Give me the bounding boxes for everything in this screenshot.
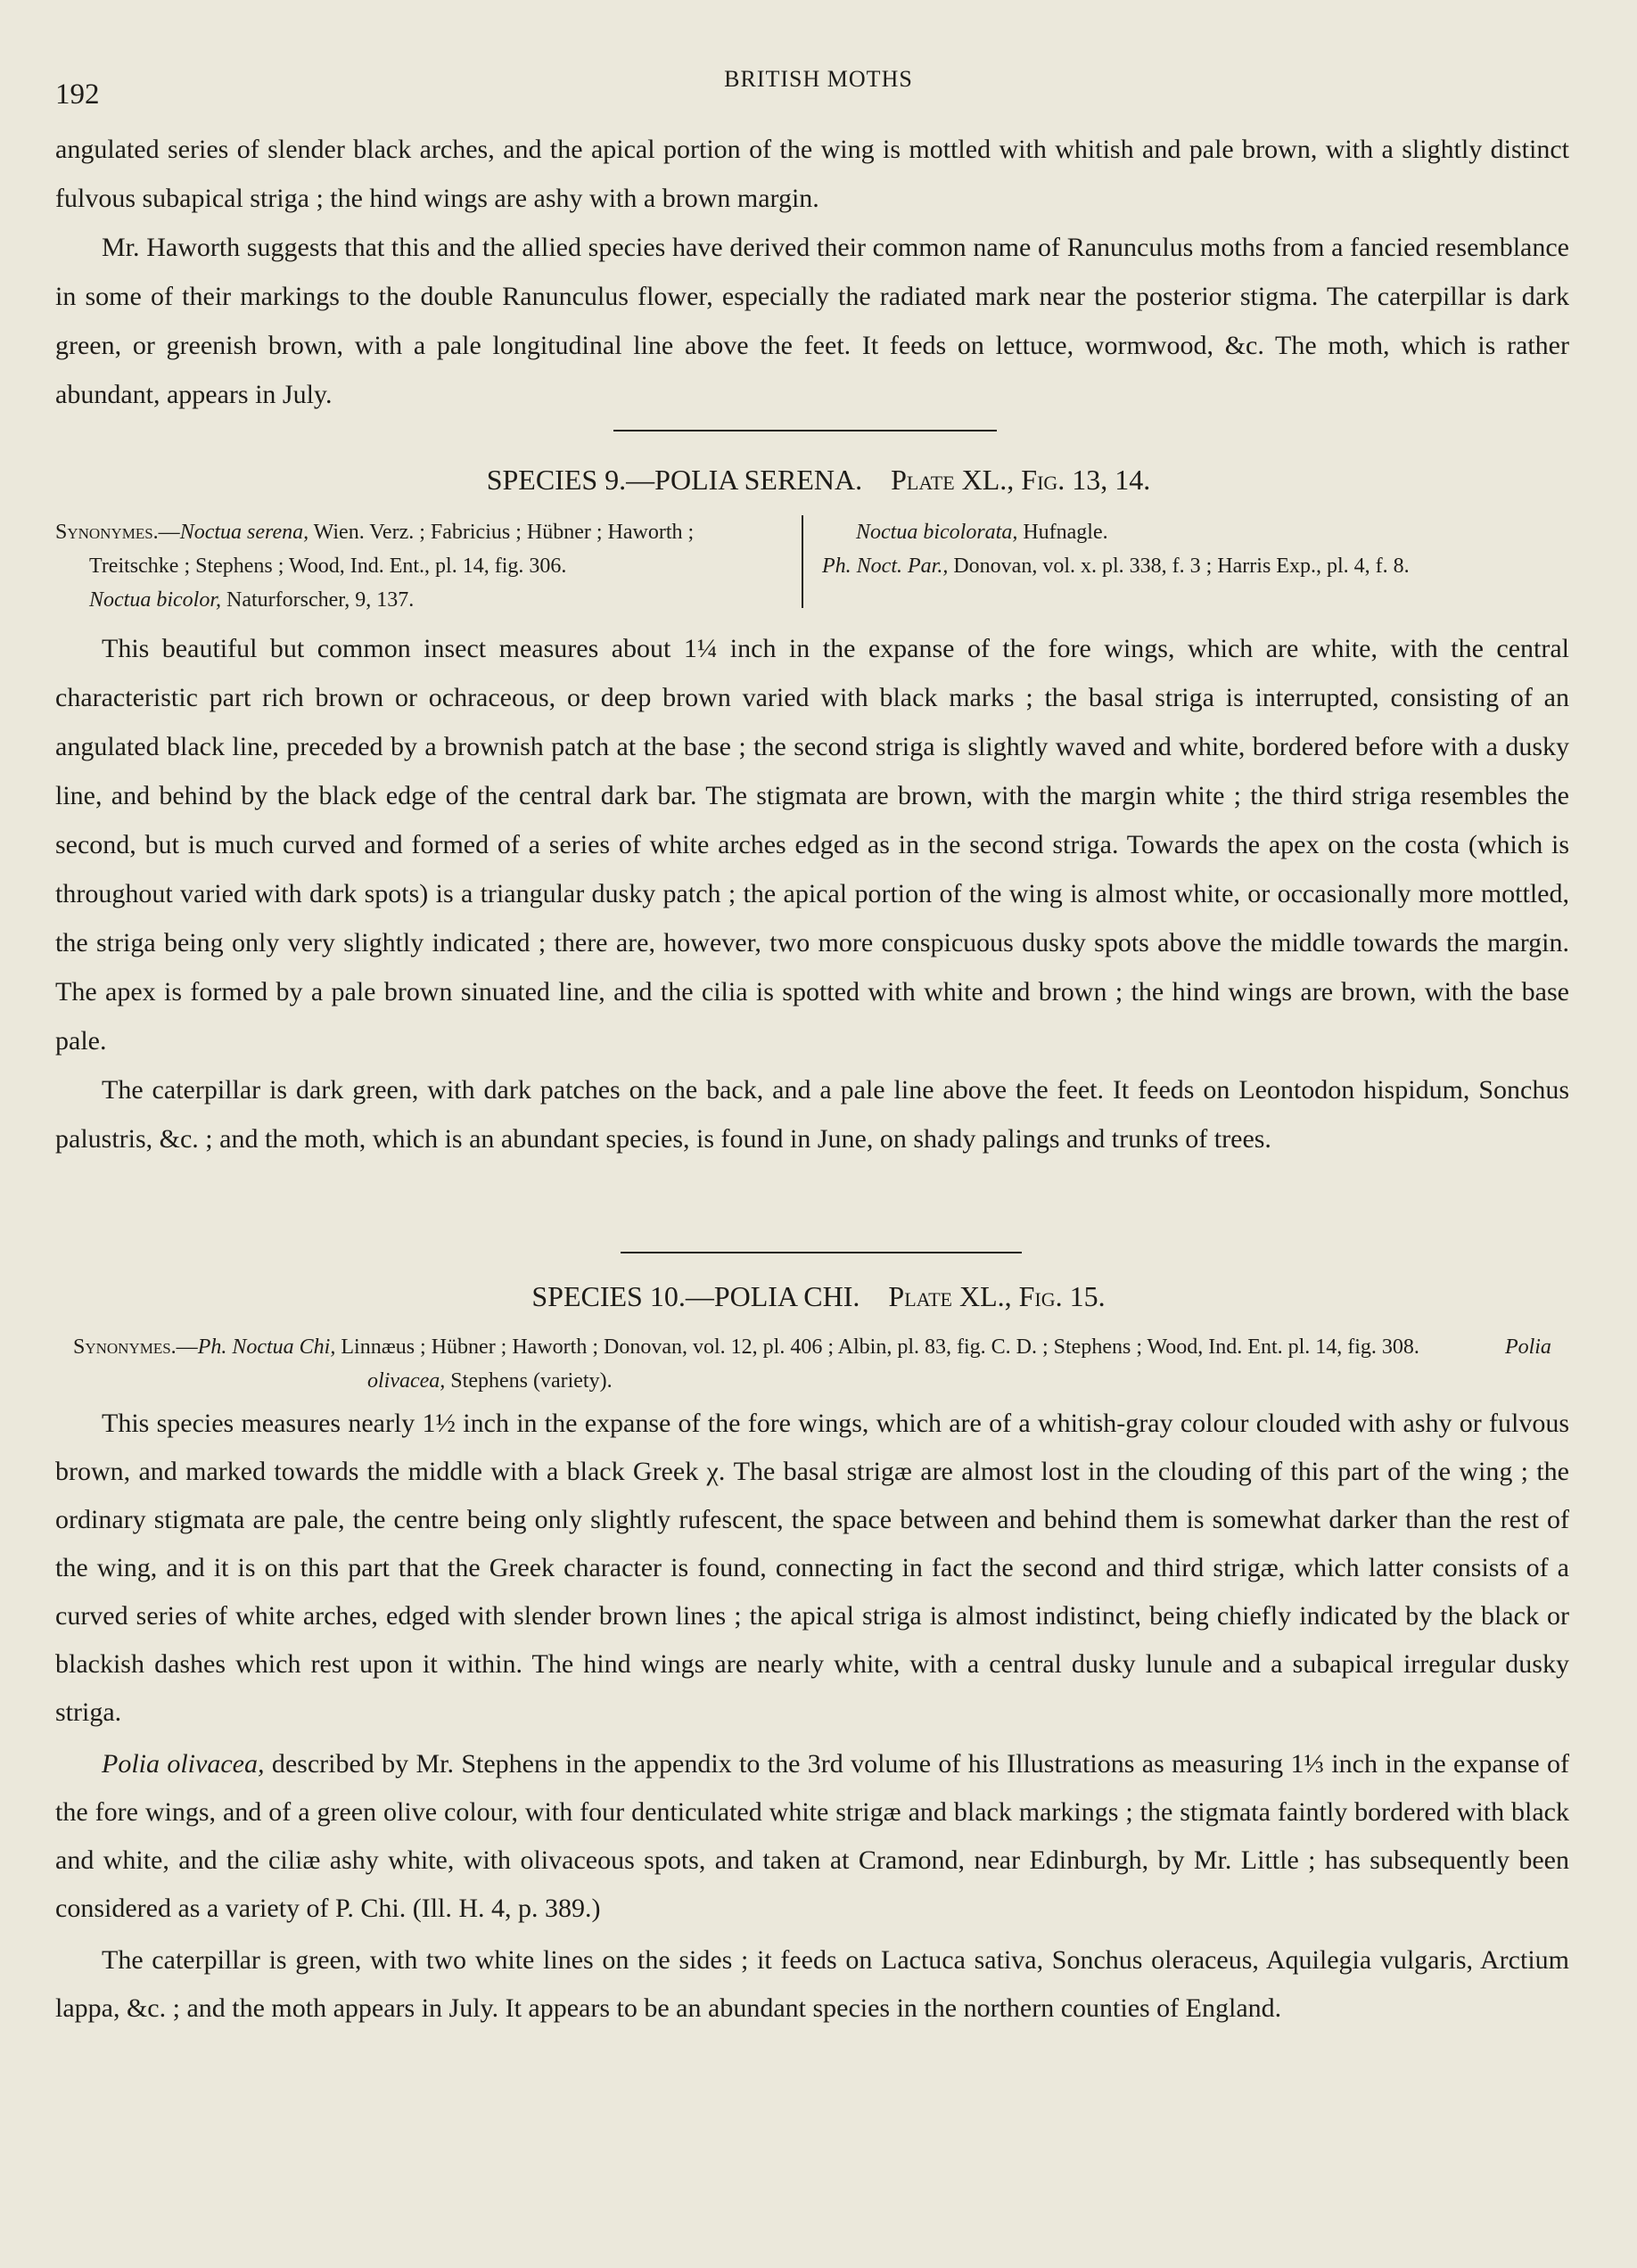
species-9-synonyms-right — [822, 515, 1571, 583]
species-9-synonyms-left — [55, 515, 786, 617]
plate-reference: Plate XL., Fig. 13, 14. — [891, 464, 1151, 496]
synonym-refs: Donovan, vol. x. pl. 338, f. 3 ; Harris Exp., pl. 4, f. 8. — [948, 555, 1410, 578]
synonym-column-divider — [802, 515, 803, 608]
paragraph — [55, 1740, 1569, 1933]
page-number: 192 — [55, 78, 100, 111]
synonym-refs: Wien. Verz. ; Fabricius ; Hübner ; Haworth ; Treitschke ; Stephens ; Wood, Ind. Ent., pl. 14, fig. 306. — [89, 521, 695, 578]
synonym-name: Noctua bicolor, — [89, 588, 221, 612]
species-name: Polia olivacea, — [102, 1749, 265, 1779]
synonym-refs: Stephens (variety). — [445, 1369, 613, 1393]
species-9-heading — [0, 464, 1637, 497]
synonyms-label: Synonymes.— — [73, 1335, 198, 1359]
species-title: SPECIES 10.—POLIA CHI. — [531, 1280, 860, 1312]
paragraph: This species measures nearly 1½ inch in the expanse of the fore wings, which are of a whitish-gray colour clouded with ashy or fulvous brown, and marked towards the middle with a black Greek χ. The basal strigæ are almost lost in the clouding of this part of the wing ; the ordinary stigmata are pale, the centre being only slightly rufescent, the space between and behind them is somewhat darker than the rest of the wing, and it is on this part that the Greek character is found, connecting in fact the second and third strigæ, which latter consists of a curved series of white arches, edged with slender brown lines ; the apical striga is almost indistinct, being chiefly indicated by the black or blackish dashes which rest upon it within. The hind wings are nearly white, with a central dusky lunule and a subapical irregular dusky striga. — [55, 1409, 1569, 1727]
section-rule — [621, 1252, 1022, 1253]
synonyms-label: Synonymes.— — [55, 521, 180, 544]
synonym-refs: Linnæus ; Hübner ; Haworth ; Donovan, vol. 12, pl. 406 ; Albin, pl. 83, fig. C. D. ; Stephens ; Wood, Ind. Ent. pl. 14, fig. 308. — [335, 1335, 1419, 1359]
block-2 — [55, 624, 1569, 1163]
paragraph: The caterpillar is green, with two white lines on the sides ; it feeds on Lactuca sativa, Sonchus oleraceus, Aquilegia vulgaris, Arctium lappa, &c. ; and the moth appears in July. It appears to be an abundant species in the northern counties of England. — [55, 1945, 1569, 2023]
synonym-refs: Naturforscher, 9, 137. — [221, 588, 415, 612]
synonym-name: Ph. Noctua Chi, — [197, 1335, 336, 1359]
block-1 — [55, 125, 1569, 419]
species-title: SPECIES 9.—POLIA SERENA. — [486, 464, 863, 496]
paragraph-text: described by Mr. Stephens in the appendix to the 3rd volume of his Illustrations as measuring 1⅓ inch in the expanse of the fore wings, and of a green olive colour, with four denticulated white strigæ and black markings ; the stigmata faintly bordered with black and white, and the ciliæ ashy white, with olivaceous spots, and taken at Cramond, near Edinburgh, by Mr. Little ; has subsequently been considered as a variety of P. Chi. (Ill. H. 4, p. 389.) — [55, 1749, 1569, 1923]
paragraph: This beautiful but common insect measures about 1¼ inch in the expanse of the fore wings, which are white, with the central characteristic part rich brown or ochraceous, or deep brown varied with black marks ; the basal striga is interrupted, consisting of an angulated black line, preceded by a brownish patch at the base ; the second striga is slightly waved and white, bordered before with a dusky line, and behind by the black edge of the central dark bar. The stigmata are brown, with the margin white ; the third striga resembles the second, but is much curved and formed of a series of white arches edged as in the second striga. Towards the apex on the costa (which is throughout varied with dark spots) is a triangular dusky patch ; the apical portion of the wing is almost white, or occasionally more mottled, the striga being only very slightly indicated ; there are, however, two more conspicuous dusky spots above the middle towards the margin. The apex is formed by a pale brown sinuated line, and the cilia is spotted with white and brown ; the hind wings are brown, with the base pale. — [55, 634, 1569, 1056]
running-head: BRITISH MOTHS — [724, 66, 913, 92]
species-10-synonyms — [73, 1330, 1571, 1398]
species-10-heading — [0, 1280, 1637, 1313]
block-3 — [55, 1400, 1569, 2036]
synonym-name: Ph. Noct. Par., — [822, 555, 949, 578]
paragraph: angulated series of slender black arches, and the apical portion of the wing is mottled with whitish and pale brown, with a slightly distinct fulvous subapical striga ; the hind wings are ashy with a brown margin. — [55, 135, 1569, 213]
synonym-refs: Hufnagle. — [1017, 521, 1108, 544]
paragraph: Mr. Haworth suggests that this and the allied species have derived their common name of Ranunculus moths from a fancied resemblance in some of their markings to the double Ranunculus flower, especially the radiated mark near the posterior stigma. The caterpillar is dark green, or greenish brown, with a pale longitudinal line above the feet. It feeds on lettuce, wormwood, &c. The moth, which is rather abundant, appears in July. — [55, 233, 1569, 409]
synonym-name: Noctua serena, — [179, 521, 309, 544]
synonym-name: Polia olivacea, — [367, 1335, 1551, 1393]
paragraph: The caterpillar is dark green, with dark patches on the back, and a pale line above the feet. It feeds on Leontodon hispidum, Sonchus palustris, &c. ; and the moth, which is an abundant species, is found in June, on shady palings and trunks of trees. — [55, 1075, 1569, 1154]
section-rule — [613, 430, 997, 431]
synonym-name: Noctua bicolorata, — [856, 521, 1018, 544]
plate-reference: Plate XL., Fig. 15. — [888, 1280, 1106, 1312]
